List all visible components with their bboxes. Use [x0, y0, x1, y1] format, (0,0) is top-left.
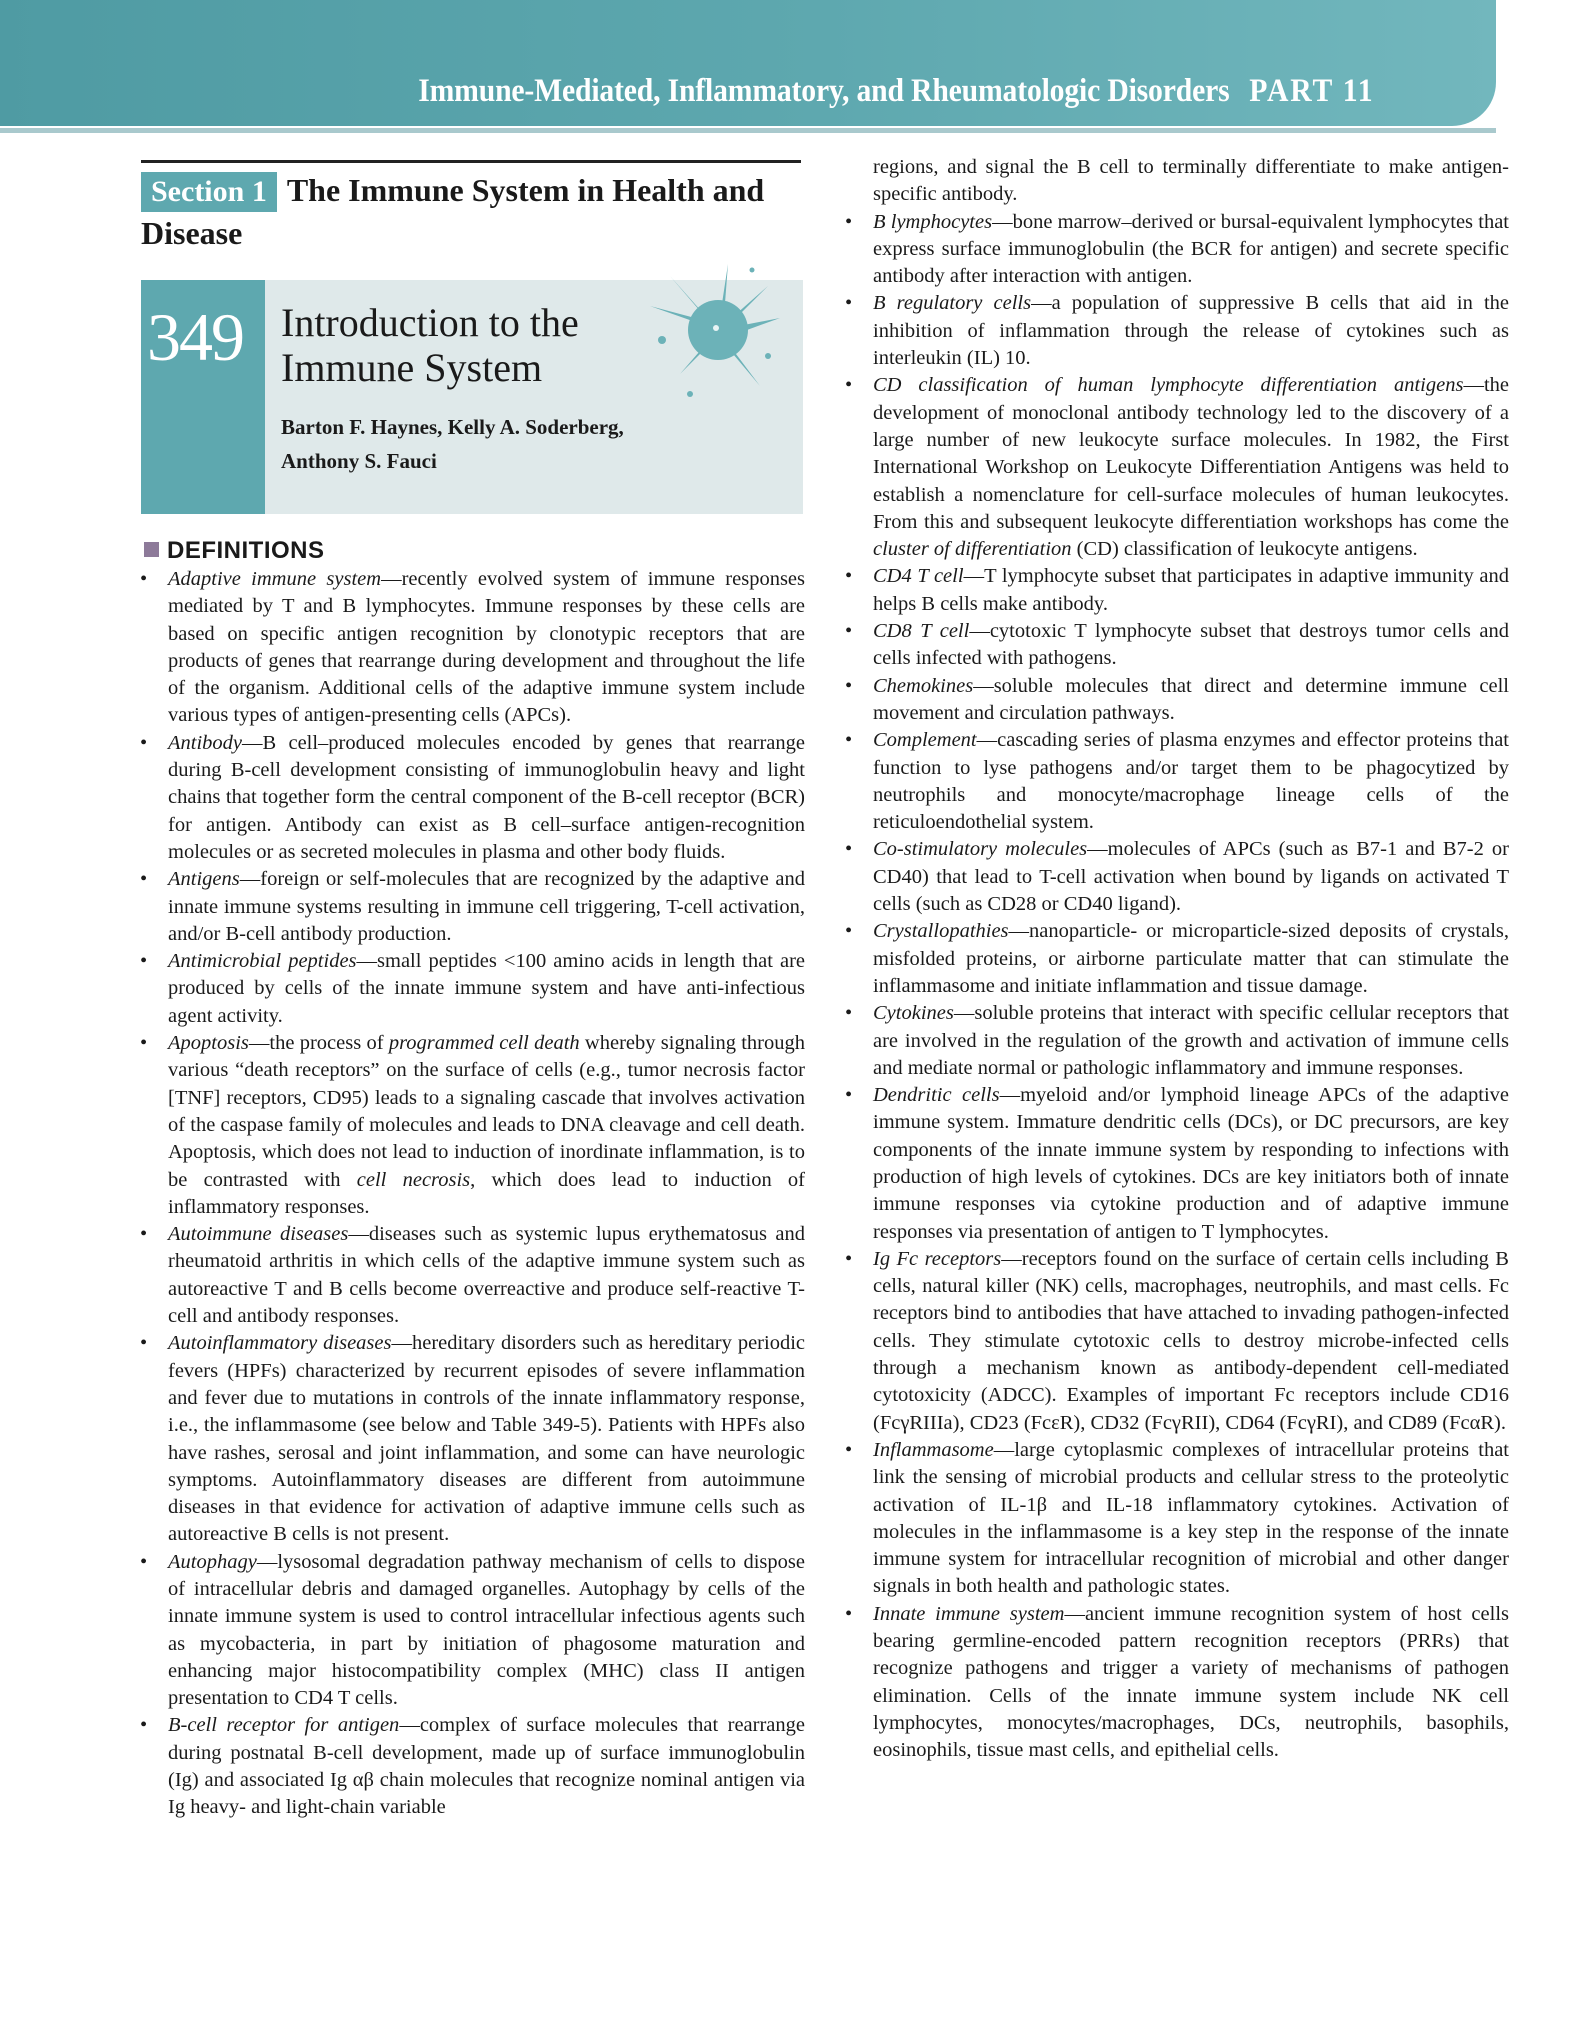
- definition-item: [845, 1437, 1509, 1601]
- bullet: •: [140, 568, 148, 590]
- left-column: [140, 566, 805, 1822]
- definition-text: —soluble molecules that direct and determine immune cell movement and circulation pathways.: [873, 674, 1509, 724]
- definition-text: —the development of monoclonal antibody technology led to the discovery of a large number of new leukocyte surface molecules. In 1982, the First International Workshop on Leukocyte Differentiation Antigens was held to establish a nomenclature for cell-surface molecules of human leukocytes. From this and subsequent leukocyte differentiation workshops has come the: [873, 374, 1509, 533]
- definition-term: Ig Fc receptors: [873, 1247, 1002, 1270]
- chapter-number-block: [141, 280, 265, 514]
- definition-text: —molecules of APCs (such as B7-1 and B7-2 or CD40) that lead to T-cell activation when bound by ligands on activated T cells (such as CD28 or CD40 ligand).: [873, 838, 1509, 916]
- header-rule: [0, 128, 1496, 133]
- definition-term: Innate immune system: [873, 1602, 1065, 1625]
- bullet: •: [845, 1002, 853, 1025]
- definition-text: —foreign or self-molecules that are recognized by the adaptive and innate immune systems resulting in immune cell triggering, T-cell activation, and/or B-cell antibody production.: [168, 868, 805, 945]
- bullet: •: [845, 210, 853, 233]
- definition-item: [845, 372, 1509, 563]
- definition-italic-phrase: programmed cell death: [388, 1032, 580, 1055]
- definition-text: —myeloid and/or lymphoid lineage APCs of the adaptive immune system. Immature dendritic cells (DCs), or DC precursors, are key components of the innate immune system by responding to infections with production of high levels of cytokines. DCs are key initiators both of innate immune responses via cytokine production and of adaptive immune responses via presentation of antigen to T lymphocytes.: [873, 1084, 1509, 1243]
- definition-item: [845, 209, 1509, 291]
- definition-item: [140, 1712, 805, 1821]
- definition-item: [845, 836, 1509, 918]
- definition-item: [845, 673, 1509, 728]
- definition-text: —receptors found on the surface of certain cells including B cells, natural killer (NK) cells, macrophages, neutrophils, and mast cells. Fc receptors bind to antibodies that have attached to invading pathogen-infected cells. They stimulate cytotoxic cells to destroy microbe-infected cells through a mechanism known as antibody-dependent cell-mediated cytotoxicity (ADCC). Examples of important Fc receptors include CD16 (FcγRIIIa), CD23 (FcεR), CD32 (FcγRII), CD64 (FcγRI), and CD89 (FcαR).: [873, 1247, 1509, 1434]
- definition-term: Autoimmune diseases: [168, 1223, 349, 1246]
- bullet: •: [140, 731, 148, 754]
- definition-term: Antibody: [168, 731, 243, 754]
- definition-term: CD4 T cell: [873, 565, 964, 588]
- chapter-number: 349: [147, 299, 243, 375]
- definition-item: [845, 918, 1509, 1000]
- definition-term: CD classification of human lymphocyte differentiation antigens: [873, 374, 1464, 397]
- definition-item: [140, 948, 805, 1030]
- definition-item: [845, 290, 1509, 372]
- definition-term: Crystallopathies: [873, 920, 1009, 943]
- definition-item: [140, 566, 805, 730]
- header-banner: [0, 0, 1496, 126]
- definition-term: Chemokines: [873, 674, 974, 697]
- definition-term: Complement: [873, 729, 977, 752]
- definition-item: [140, 1549, 805, 1713]
- definition-text: —recently evolved system of immune responses mediated by T and B lymphocytes. Immune responses by these cells are based on specific antigen recognition by clonotypic receptors that are products of genes that rearrange during development and throughout the life of the organism. Additional cells of the adaptive immune system include various types of antigen-presenting cells (APCs).: [168, 568, 805, 727]
- definition-item: [140, 1221, 805, 1330]
- section-badge: Section 1: [141, 172, 277, 212]
- bullet: •: [845, 620, 853, 643]
- bullet: •: [845, 565, 853, 588]
- definition-italic-phrase: cell necrosis: [356, 1168, 471, 1191]
- definition-item: [140, 866, 805, 948]
- bullet: •: [140, 1032, 148, 1055]
- definition-item: [845, 1000, 1509, 1082]
- definition-item: [845, 727, 1509, 836]
- definitions-heading-text: DEFINITIONS: [167, 537, 325, 564]
- definition-text: —diseases such as systemic lupus erythematosus and rheumatoid arthritis in which cells of the adaptive immune system such as autoreactive T and B cells become overreactive and produce self-reactive T-cell and antibody responses.: [168, 1223, 805, 1328]
- bullet: •: [845, 920, 853, 943]
- chapter-authors: [281, 410, 701, 478]
- definition-term: Adaptive immune system: [168, 568, 382, 590]
- definition-text: (CD) classification of leukocyte antigens.: [1071, 538, 1418, 561]
- authors-line-2: Anthony S. Fauci: [281, 449, 437, 473]
- definition-text: —large cytoplasmic complexes of intracellular proteins that link the sensing of microbial products and cellular stress to the proteolytic activation of IL-1β and IL-18 inflammatory cytokines. Activation of molecules in the inflammasome is a key step in the response of the innate immune system for intracellular recognition of microbial and other danger signals in both health and pathologic states.: [873, 1438, 1509, 1598]
- definition-text: , which does lead to induction of inflammatory responses.: [168, 1168, 806, 1218]
- definition-item: [140, 730, 805, 866]
- section-heading: [141, 160, 801, 254]
- definition-term: CD8 T cell: [873, 620, 970, 643]
- section-title: The Immune System in Health and Disease: [141, 172, 765, 251]
- header-part: PART 11: [1248, 73, 1374, 109]
- bullet: •: [845, 838, 853, 861]
- definition-text: —nanoparticle- or microparticle-sized deposits of crystals, misfolded proteins, or airborne particulate matter that can stimulate the inflammasome and initiate inflammation and tissue damage.: [873, 920, 1509, 997]
- definition-term: Autophagy: [168, 1550, 257, 1573]
- header-title: [418, 66, 1374, 116]
- bullet: •: [845, 674, 853, 697]
- definition-text: —B cell–produced molecules encoded by genes that rearrange during B-cell development consisting of immunoglobulin heavy and light chains that together form the central component of the B-cell receptor (BCR) for antigen. Antibody can exist as B cell–surface antigen-recognition molecules or as secreted molecules in plasma and other body fluids.: [168, 731, 805, 863]
- definition-term: Antigens: [168, 868, 240, 891]
- definition-item: [845, 618, 1509, 673]
- definition-text: —lysosomal degradation pathway mechanism of cells to dispose of intracellular debris and damaged organelles. Autophagy by cells of the innate immune system is used to control intracellular infectious agents such as mycobacteria, in part by initiation of phagosome maturation and enhancing major histocompatibility complex (MHC) class II antigen presentation to CD4 T cells.: [168, 1550, 805, 1710]
- bullet: •: [140, 1550, 148, 1573]
- bullet: •: [140, 868, 148, 891]
- splash-graphic-icon: [640, 256, 790, 406]
- definition-text: —hereditary disorders such as hereditary periodic fevers (HPFs) characterized by recurrent episodes of severe inflammation and fever due to mutations in controls of the innate inflammatory response, i.e., the inflammasome (see below and Table 349-5). Patients with HPFs also have rashes, serosal and joint inflammation, and some can have neurologic symptoms. Autoinflammatory diseases are different from autoimmune diseases in that evidence for activation of adaptive immune cells such as autoreactive B cells is not present.: [168, 1332, 805, 1546]
- bullet: •: [845, 1247, 853, 1270]
- bullet: •: [845, 729, 853, 752]
- definition-text: —soluble proteins that interact with specific cellular receptors that are involved in the regulation of the growth and activation of immune cells and mediate normal or pathologic inflammatory and immune responses.: [873, 1002, 1509, 1079]
- bullet: •: [845, 1084, 853, 1107]
- definition-term: Apoptosis: [168, 1032, 249, 1055]
- bullet: •: [845, 374, 853, 397]
- definition-text: —the process of: [248, 1032, 389, 1055]
- definition-item: [845, 1601, 1509, 1765]
- definition-term: B lymphocytes: [873, 210, 993, 233]
- definition-item: [140, 1330, 805, 1548]
- authors-line-1: Barton F. Haynes, Kelly A. Soderberg,: [281, 415, 624, 439]
- definition-text: —small peptides <100 amino acids in length that are produced by cells of the innate immune system and have anti-infectious agent activity.: [168, 950, 805, 1027]
- definition-text: —cytotoxic T lymphocyte subset that destroys tumor cells and cells infected with pathogens.: [873, 620, 1509, 670]
- definition-term: B-cell receptor for antigen: [168, 1714, 400, 1737]
- definition-item: [140, 1030, 805, 1221]
- bullet: •: [140, 1714, 148, 1737]
- definition-italic-phrase: cluster of differentiation: [873, 538, 1072, 561]
- chapter-title: Introduction to the Immune System: [281, 300, 579, 390]
- definition-term: Autoinflammatory diseases: [168, 1332, 392, 1355]
- definition-term: Dendritic cells: [873, 1084, 1000, 1107]
- header-title-text: Immune-Mediated, Inflammatory, and Rheumatologic Disorders: [417, 73, 1230, 109]
- bullet: •: [140, 1332, 148, 1355]
- bullet: •: [845, 1602, 853, 1625]
- definition-text: —a population of suppressive B cells that aid in the inhibition of inflammation through the release of cytokines such as interleukin (IL) 10.: [873, 292, 1510, 370]
- definition-text: —bone marrow–derived or bursal-equivalent lymphocytes that express surface immunoglobulin (the BCR for antigen) and secrete specific antibody after interaction with antigen.: [873, 210, 1510, 288]
- definition-text: —cascading series of plasma enzymes and effector proteins that function to lyse pathogens and/or target them to be phagocytized by neutrophils and monocyte/macrophage lineage cells of the reticuloendothelial system.: [873, 729, 1509, 834]
- definitions-square-icon: [144, 542, 159, 557]
- definition-text: —complex of surface molecules that rearrange during postnatal B-cell development, made up of surface immunoglobulin (Ig) and associated Ig αβ chain molecules that recognize nominal antigen via Ig heavy- and light-chain variable: [168, 1714, 805, 1819]
- definition-text: —T lymphocyte subset that participates in adaptive immunity and helps B cells make antibody.: [873, 565, 1509, 615]
- bullet: •: [140, 950, 148, 973]
- right-column: [845, 154, 1509, 1765]
- bullet: •: [845, 292, 853, 315]
- definition-item: [845, 1246, 1509, 1437]
- definition-term: Co-stimulatory molecules: [873, 838, 1088, 861]
- bullet: •: [845, 1438, 853, 1461]
- definition-text: whereby signaling through various “death receptors” on the surface of cells (e.g., tumor necrosis factor [TNF] receptors, CD95) leads to a signaling cascade that involves activation of the caspase family of molecules and leads to DNA cleavage and cell death. Apoptosis, which does not lead to induction of inordinate inflammation, is to be contrasted with: [168, 1032, 805, 1191]
- definition-item: [845, 1082, 1509, 1246]
- definition-text: —ancient immune recognition system of host cells bearing germline-encoded pattern recognition receptors (PRRs) that recognize pathogens and trigger a variety of mechanisms of pathogen elimination. Cells of the innate immune system include NK cell lymphocytes, monocytes/macrophages, DCs, neutrophils, basophils, eosinophils, tissue mast cells, and epithelial cells.: [873, 1602, 1509, 1762]
- definition-term: Antimicrobial peptides: [168, 950, 357, 973]
- definition-item: [845, 563, 1509, 618]
- continuation-text: regions, and signal the B cell to terminally differentiate to make antigen-specific antibody.: [873, 156, 1509, 206]
- definition-term: Cytokines: [873, 1002, 954, 1025]
- definition-term: B regulatory cells: [873, 292, 1032, 315]
- definition-term: Inflammasome: [873, 1438, 994, 1461]
- bullet: •: [140, 1223, 148, 1246]
- definitions-heading: [144, 537, 325, 565]
